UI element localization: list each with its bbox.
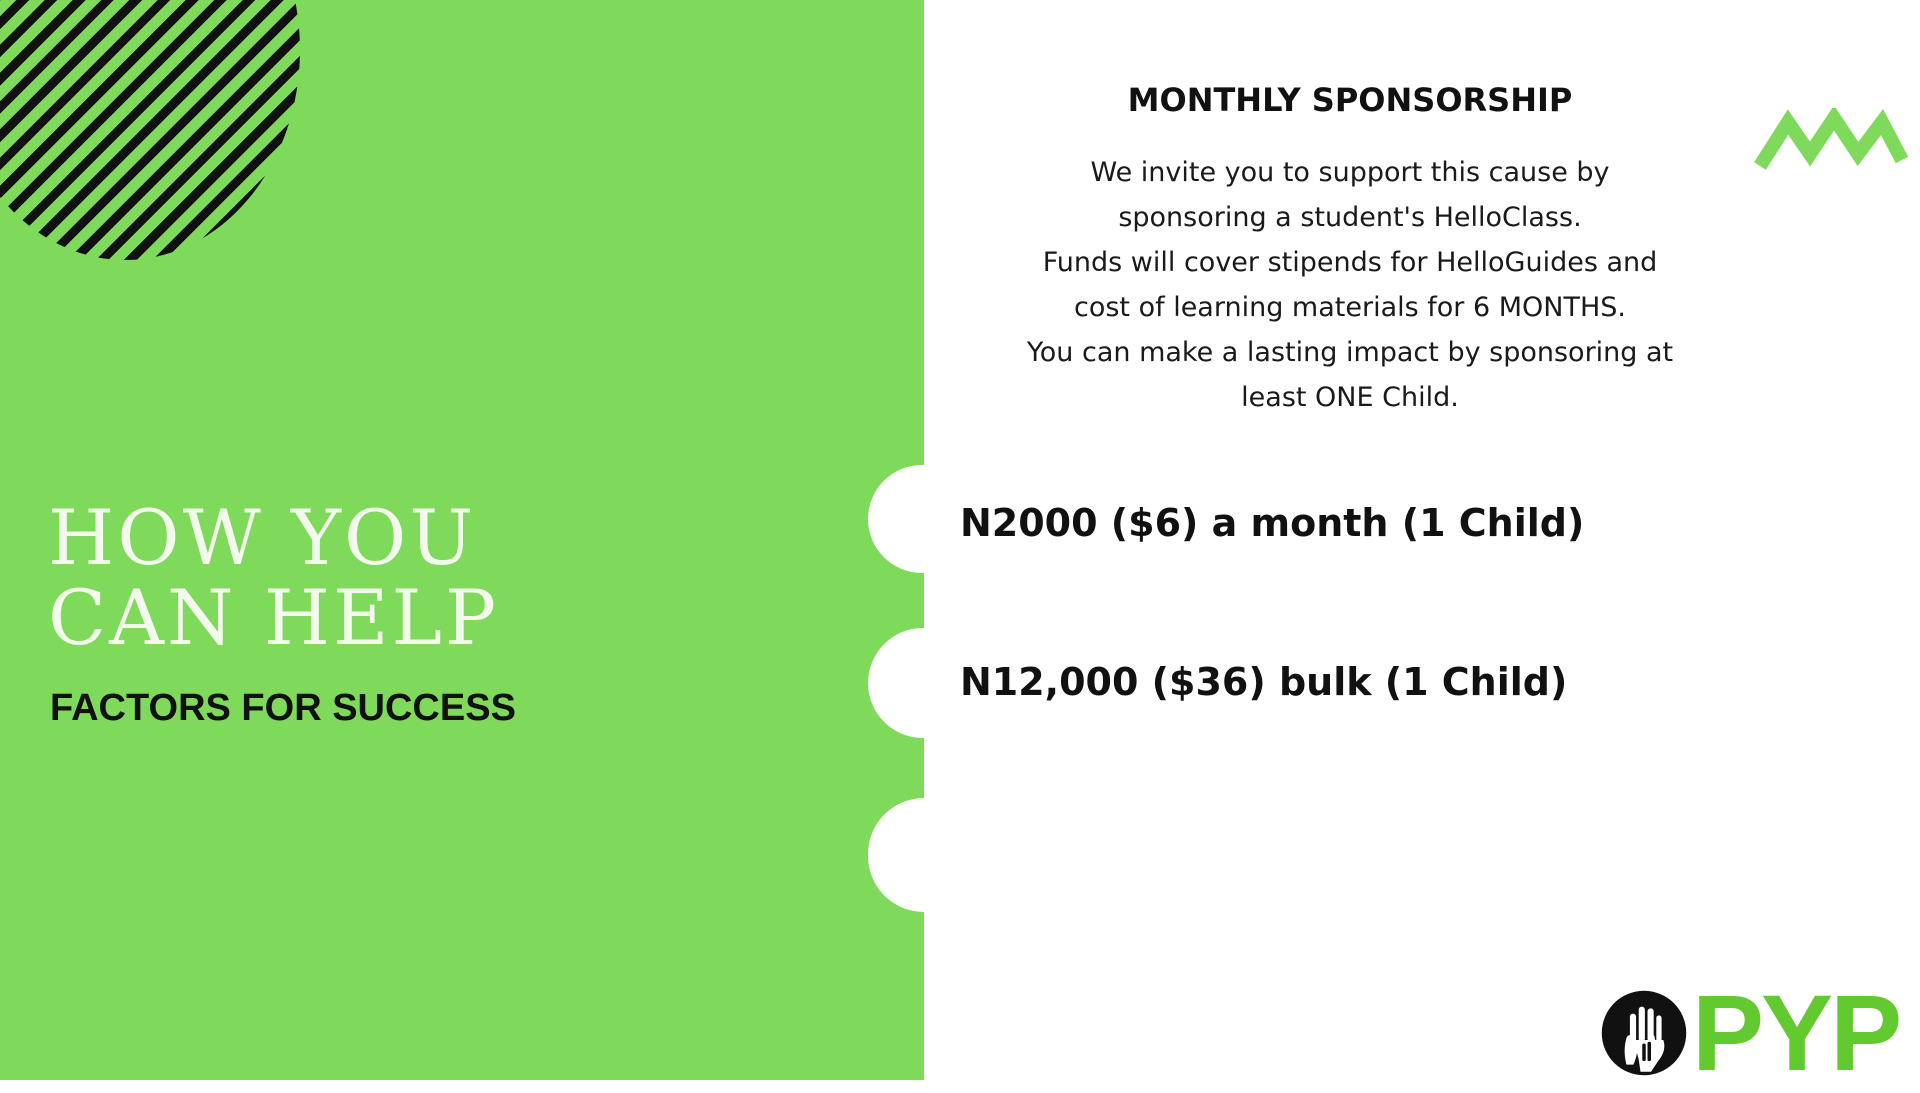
description-line-1: We invite you to support this cause by (1090, 157, 1610, 188)
striped-circle-decoration (0, 0, 300, 260)
description-line-2: sponsoring a student's HelloClass. (1118, 202, 1582, 233)
hero-title-line-2: CAN HELP (48, 573, 500, 662)
logo-text: PYP (1692, 972, 1900, 1093)
hero-subtitle: FACTORS FOR SUCCESS (50, 687, 516, 729)
zigzag-icon (1752, 108, 1908, 174)
section-heading: MONTHLY SPONSORSHIP (1127, 81, 1573, 119)
hands-in-circle-icon (1600, 989, 1688, 1077)
description-line-5: You can make a lasting impact by sponsoring at (1026, 337, 1674, 368)
description-line-6: least ONE Child. (1241, 382, 1459, 413)
description-line-3: Funds will cover stipends for HelloGuides and (1042, 247, 1658, 278)
sponsorship-option-bulk: N12,000 ($36) bulk (1 Child) (960, 660, 1568, 704)
hero-title-line-1: HOW YOU (48, 493, 477, 582)
bullet-notch-3 (868, 798, 980, 912)
sponsorship-option-monthly: N2000 ($6) a month (1 Child) (960, 501, 1585, 545)
sponsorship-description (1000, 150, 1700, 420)
hero-title (48, 493, 608, 662)
description-line-4: cost of learning materials for 6 MONTHS. (1073, 292, 1626, 323)
pyp-logo (1600, 972, 1920, 1093)
